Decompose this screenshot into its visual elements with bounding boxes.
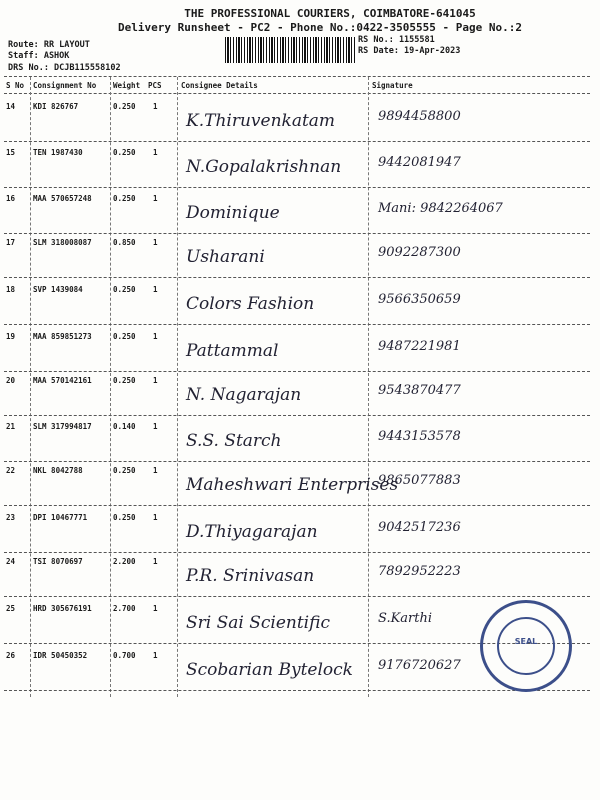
row-consignment-no: IDR 50450352	[33, 651, 88, 660]
row-weight: 0.250	[113, 194, 136, 203]
row-sno: 26	[6, 651, 16, 660]
row-signature: 9443153578	[378, 429, 461, 444]
row-signature: 9442081947	[378, 155, 461, 170]
header-top-rule	[4, 76, 590, 77]
row-divider	[4, 596, 590, 597]
row-consignee-name: Dominique	[186, 203, 280, 223]
row-signature: 9487221981	[378, 339, 461, 354]
row-weight: 0.250	[113, 285, 136, 294]
row-consignment-no: MAA 570142161	[33, 376, 92, 385]
row-divider	[4, 187, 590, 188]
row-weight: 0.140	[113, 422, 136, 431]
row-sno: 18	[6, 285, 16, 294]
row-weight: 0.250	[113, 332, 136, 341]
column-divider	[368, 77, 369, 697]
row-signature: 9176720627	[378, 658, 461, 673]
header-bottom-rule	[4, 93, 590, 94]
row-pcs: 1	[153, 194, 158, 203]
row-consignment-no: TEN 1987430	[33, 148, 83, 157]
drs-label: DRS No.: DCJB115558102	[8, 63, 121, 73]
row-weight: 0.250	[113, 513, 136, 522]
row-consignee-name: N.Gopalakrishnan	[186, 157, 342, 177]
row-sno: 21	[6, 422, 16, 431]
row-consignee-name: Pattammal	[186, 341, 279, 361]
row-weight: 0.250	[113, 376, 136, 385]
row-consignment-no: DPI 10467771	[33, 513, 88, 522]
row-pcs: 1	[153, 466, 158, 475]
row-consignee-name: Scobarian Bytelock	[186, 660, 353, 680]
row-consignee-name: K.Thiruvenkatam	[186, 111, 336, 131]
row-consignment-no: SVP 1439084	[33, 285, 83, 294]
row-consignment-no: MAA 859851273	[33, 332, 92, 341]
row-consignment-no: SLM 317994817	[33, 422, 92, 431]
row-sno: 17	[6, 238, 16, 247]
row-signature: 7892952223	[378, 564, 461, 579]
row-divider	[4, 324, 590, 325]
row-pcs: 1	[153, 148, 158, 157]
row-weight: 0.850	[113, 238, 136, 247]
column-divider	[177, 77, 178, 697]
row-consignment-no: HRD 305676191	[33, 604, 92, 613]
col-header-weight: Weight	[113, 81, 141, 90]
row-consignment-no: SLM 318008087	[33, 238, 92, 247]
route-label: Route: RR LAYOUT	[8, 40, 90, 50]
row-signature: 9894458800	[378, 109, 461, 124]
row-signature: S.Karthi	[378, 611, 433, 626]
row-sno: 25	[6, 604, 16, 613]
row-weight: 2.700	[113, 604, 136, 613]
row-sno: 16	[6, 194, 16, 203]
col-header-signature: Signature	[372, 81, 413, 90]
row-divider	[4, 690, 590, 691]
row-pcs: 1	[153, 557, 158, 566]
rs-number: RS No.: 1155581	[358, 35, 435, 45]
row-divider	[4, 505, 590, 506]
row-divider	[4, 233, 590, 234]
col-header-pcs: PCS	[148, 81, 162, 90]
row-pcs: 1	[153, 422, 158, 431]
row-pcs: 1	[153, 376, 158, 385]
rs-date: RS Date: 19-Apr-2023	[358, 46, 461, 56]
row-sno: 15	[6, 148, 16, 157]
column-divider	[110, 77, 111, 697]
row-consignee-name: Usharani	[186, 247, 265, 267]
row-sno: 20	[6, 376, 16, 385]
row-signature: Mani: 9842264067	[378, 201, 503, 216]
col-header-consignment: Consignment No	[33, 81, 97, 90]
barcode	[225, 37, 357, 63]
row-sno: 23	[6, 513, 16, 522]
row-consignment-no: TSI 8070697	[33, 557, 83, 566]
row-consignee-name: N. Nagarajan	[186, 385, 302, 405]
col-header-consignee: Consignee Details	[181, 81, 258, 90]
column-divider	[30, 77, 31, 697]
staff-label: Staff: ASHOK	[8, 51, 70, 61]
row-consignee-name: Sri Sai Scientific	[186, 613, 330, 633]
row-pcs: 1	[153, 102, 158, 111]
row-consignee-name: Maheshwari Enterprises	[186, 475, 399, 495]
row-signature: 9566350659	[378, 292, 461, 307]
row-consignment-no: KDI 826767	[33, 102, 79, 111]
row-weight: 0.250	[113, 148, 136, 157]
company-title: THE PROFESSIONAL COURIERS, COIMBATORE-641045	[184, 7, 476, 20]
row-divider	[4, 415, 590, 416]
row-consignee-name: D.Thiyagarajan	[186, 522, 318, 542]
row-sno: 19	[6, 332, 16, 341]
row-pcs: 1	[153, 651, 158, 660]
row-pcs: 1	[153, 332, 158, 341]
row-signature: 9042517236	[378, 520, 461, 535]
row-weight: 0.700	[113, 651, 136, 660]
row-divider	[4, 552, 590, 553]
row-sno: 24	[6, 557, 16, 566]
row-pcs: 1	[153, 285, 158, 294]
row-divider	[4, 277, 590, 278]
row-consignee-name: Colors Fashion	[186, 294, 315, 314]
row-pcs: 1	[153, 604, 158, 613]
row-sno: 14	[6, 102, 16, 111]
row-weight: 2.200	[113, 557, 136, 566]
row-divider	[4, 461, 590, 462]
company-seal-stamp: SEAL	[480, 600, 572, 692]
row-consignment-no: MAA 570657248	[33, 194, 92, 203]
row-consignee-name: S.S. Starch	[186, 431, 282, 451]
row-sno: 22	[6, 466, 16, 475]
col-header-sno: S No	[6, 81, 25, 90]
row-pcs: 1	[153, 513, 158, 522]
row-consignee-name: P.R. Srinivasan	[186, 566, 315, 586]
runsheet-subtitle: Delivery Runsheet - PC2 - Phone No.:0422-3505555 - Page No.:2	[118, 21, 522, 34]
row-pcs: 1	[153, 238, 158, 247]
row-signature: 9865077883	[378, 473, 461, 488]
row-signature: 9092287300	[378, 245, 461, 260]
row-weight: 0.250	[113, 102, 136, 111]
row-weight: 0.250	[113, 466, 136, 475]
row-signature: 9543870477	[378, 383, 461, 398]
row-consignment-no: NKL 8042788	[33, 466, 83, 475]
row-divider	[4, 371, 590, 372]
row-divider	[4, 141, 590, 142]
